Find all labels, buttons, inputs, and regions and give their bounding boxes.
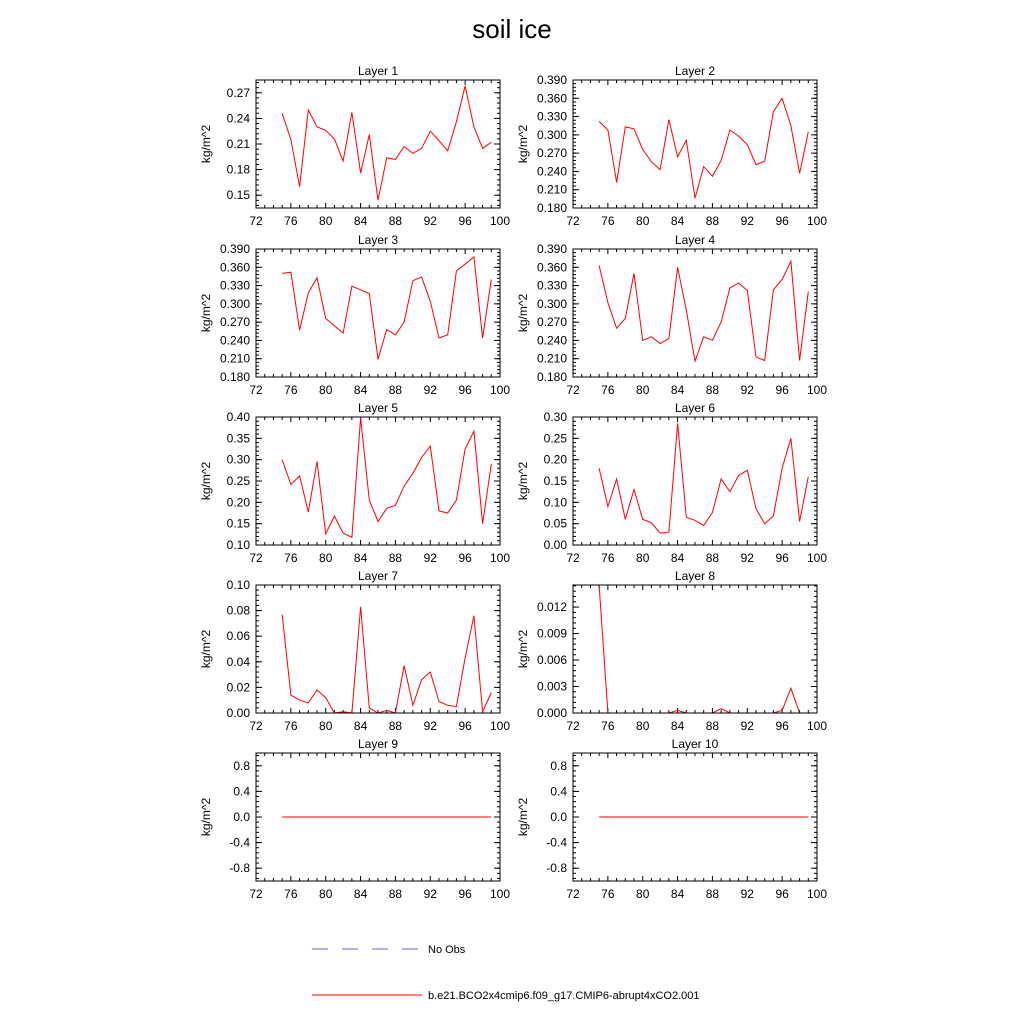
- x-tick-label: 80: [319, 551, 333, 565]
- y-axis-label: kg/m^2: [199, 629, 213, 669]
- y-tick-label: 0.000: [536, 706, 567, 720]
- x-tick-label: 96: [458, 551, 472, 565]
- x-tick-label: 88: [388, 719, 403, 733]
- panel-layer-10: [516, 737, 827, 901]
- y-axis-label: kg/m^2: [199, 124, 213, 164]
- x-tick-label: 80: [636, 551, 650, 565]
- x-tick-label: 96: [775, 383, 789, 397]
- y-tick-label: 0.300: [219, 296, 250, 311]
- x-tick-label: 72: [566, 719, 580, 733]
- x-tick-label: 92: [740, 887, 754, 901]
- plot-frame: [573, 80, 817, 208]
- y-tick-label: 0.390: [536, 242, 567, 256]
- x-tick-label: 84: [353, 551, 368, 565]
- y-tick-label: 0.300: [536, 127, 567, 142]
- y-tick-label: 0.8: [233, 758, 250, 773]
- panel-layer-5: [199, 401, 510, 565]
- x-tick-label: 100: [806, 719, 828, 733]
- x-tick-label: 88: [705, 551, 720, 565]
- y-tick-label: 0.360: [536, 260, 567, 275]
- x-tick-label: 80: [319, 719, 333, 733]
- y-tick-label: 0.300: [536, 296, 567, 311]
- panel-title: Layer 3: [357, 233, 399, 247]
- x-tick-label: 80: [319, 887, 333, 901]
- x-tick-label: 88: [705, 214, 720, 228]
- x-tick-label: 96: [458, 383, 472, 397]
- y-axis-label: kg/m^2: [199, 797, 213, 837]
- plot-frame: [256, 417, 500, 545]
- panel-title: Layer 8: [674, 569, 716, 583]
- y-tick-label: 0.270: [536, 315, 567, 330]
- series-line: [282, 418, 491, 537]
- x-tick-label: 84: [670, 887, 685, 901]
- y-tick-label: 0.0: [550, 810, 567, 824]
- y-tick-label: 0.20: [543, 452, 567, 467]
- y-tick-label: 0.15: [226, 516, 250, 531]
- x-tick-label: 96: [775, 214, 789, 228]
- x-tick-label: 80: [636, 214, 650, 228]
- x-tick-label: 72: [249, 383, 263, 397]
- y-axis-label: kg/m^2: [199, 293, 213, 333]
- panel-layer-8: [516, 569, 827, 733]
- y-tick-label: 0.270: [536, 146, 567, 161]
- y-tick-label: 0.40: [226, 410, 250, 424]
- x-tick-label: 72: [249, 719, 263, 733]
- y-tick-label: 0.24: [226, 111, 250, 126]
- y-tick-label: 0.06: [226, 629, 250, 644]
- x-tick-label: 92: [740, 551, 754, 565]
- x-tick-label: 80: [636, 719, 650, 733]
- y-tick-label: 0.25: [543, 431, 567, 446]
- y-tick-label: 0.210: [536, 351, 567, 366]
- x-tick-label: 76: [284, 719, 298, 733]
- legend-label: b.e21.BCO2x4cmip6.f09_g17.CMIP6-abrupt4xCO2.001: [428, 990, 700, 1002]
- x-tick-label: 76: [601, 887, 615, 901]
- series-line: [599, 261, 808, 361]
- y-tick-label: 0.00: [226, 706, 250, 720]
- x-tick-label: 76: [601, 551, 615, 565]
- x-tick-label: 92: [740, 383, 754, 397]
- x-tick-label: 76: [284, 383, 298, 397]
- x-tick-label: 92: [423, 551, 437, 565]
- x-tick-label: 88: [388, 383, 403, 397]
- plot-frame: [573, 417, 817, 545]
- plot-frame: [256, 80, 500, 208]
- y-tick-label: 0.20: [226, 495, 250, 510]
- plot-frame: [573, 249, 817, 377]
- y-tick-label: 0.18: [226, 162, 250, 177]
- x-tick-label: 72: [249, 551, 263, 565]
- y-tick-label: 0.330: [536, 278, 567, 293]
- y-tick-label: 0.270: [219, 315, 250, 330]
- y-tick-label: 0.27: [226, 85, 250, 100]
- x-tick-label: 92: [423, 887, 437, 901]
- y-tick-label: -0.4: [546, 835, 567, 850]
- y-tick-label: -0.8: [229, 861, 250, 876]
- x-tick-label: 84: [353, 383, 368, 397]
- panel-title: Layer 4: [674, 233, 716, 247]
- panel-title: Layer 6: [674, 401, 716, 415]
- y-tick-label: 0.009: [536, 626, 567, 641]
- x-tick-label: 92: [740, 719, 754, 733]
- x-tick-label: 76: [284, 551, 298, 565]
- x-tick-label: 96: [458, 719, 472, 733]
- y-tick-label: 0.003: [536, 679, 567, 694]
- y-tick-label: 0.180: [219, 370, 250, 384]
- x-tick-label: 84: [670, 383, 685, 397]
- y-tick-label: 0.30: [543, 410, 567, 424]
- y-axis-label: kg/m^2: [516, 797, 530, 837]
- panel-grid: [199, 64, 827, 901]
- x-tick-label: 100: [806, 887, 828, 901]
- x-tick-label: 76: [601, 214, 615, 228]
- x-tick-label: 88: [388, 551, 403, 565]
- x-tick-label: 100: [489, 887, 511, 901]
- x-tick-label: 92: [740, 214, 754, 228]
- series-line: [599, 585, 808, 713]
- legend-label: No Obs: [428, 944, 466, 956]
- x-tick-label: 92: [423, 214, 437, 228]
- y-tick-label: 0.180: [536, 201, 567, 215]
- series-line: [282, 86, 491, 200]
- x-tick-label: 96: [458, 887, 472, 901]
- x-tick-label: 84: [670, 719, 685, 733]
- x-tick-label: 80: [319, 214, 333, 228]
- y-tick-label: -0.8: [546, 861, 567, 876]
- x-tick-label: 100: [489, 719, 511, 733]
- chart-title: soil ice: [472, 14, 552, 44]
- y-tick-label: 0.360: [536, 91, 567, 106]
- x-tick-label: 72: [249, 887, 263, 901]
- x-tick-label: 76: [284, 887, 298, 901]
- y-tick-label: 0.35: [226, 431, 250, 446]
- panel-layer-9: [199, 737, 510, 901]
- legend: [312, 944, 700, 1002]
- x-tick-label: 76: [601, 383, 615, 397]
- y-tick-label: 0.00: [543, 538, 567, 552]
- x-tick-label: 72: [249, 214, 263, 228]
- y-tick-label: 0.012: [536, 600, 567, 615]
- panel-layer-6: [516, 401, 827, 565]
- x-tick-label: 80: [636, 887, 650, 901]
- x-tick-label: 88: [705, 719, 720, 733]
- y-tick-label: 0.240: [536, 164, 567, 179]
- y-tick-label: 0.10: [226, 538, 250, 552]
- x-tick-label: 88: [705, 383, 720, 397]
- y-tick-label: 0.180: [536, 370, 567, 384]
- y-tick-label: 0.8: [550, 758, 567, 773]
- plot-frame: [573, 585, 817, 713]
- panel-title: Layer 9: [357, 737, 399, 751]
- y-tick-label: 0.330: [536, 109, 567, 124]
- x-tick-label: 84: [353, 719, 368, 733]
- panel-title: Layer 10: [671, 737, 719, 751]
- y-tick-label: 0.15: [226, 188, 250, 203]
- x-tick-label: 72: [566, 551, 580, 565]
- panel-layer-4: [516, 233, 827, 397]
- x-tick-label: 92: [423, 719, 437, 733]
- y-tick-label: 0.30: [226, 452, 250, 467]
- series-line: [282, 607, 491, 713]
- x-tick-label: 76: [284, 214, 298, 228]
- x-tick-label: 100: [806, 383, 828, 397]
- panel-layer-3: [199, 233, 510, 397]
- x-tick-label: 96: [775, 551, 789, 565]
- y-tick-label: 0.4: [550, 784, 567, 799]
- panel-title: Layer 1: [357, 64, 399, 78]
- x-tick-label: 100: [489, 383, 511, 397]
- panel-title: Layer 5: [357, 401, 399, 415]
- x-tick-label: 100: [806, 214, 828, 228]
- x-tick-label: 100: [489, 551, 511, 565]
- panel-layer-2: [516, 64, 827, 228]
- panel-layer-1: [199, 64, 510, 228]
- x-tick-label: 96: [775, 719, 789, 733]
- x-tick-label: 76: [601, 719, 615, 733]
- y-axis-label: kg/m^2: [199, 461, 213, 501]
- panel-title: Layer 7: [357, 569, 399, 583]
- y-tick-label: -0.4: [229, 835, 250, 850]
- x-tick-label: 96: [775, 887, 789, 901]
- y-axis-label: kg/m^2: [516, 124, 530, 164]
- x-tick-label: 96: [458, 214, 472, 228]
- y-tick-label: 0.210: [219, 351, 250, 366]
- x-tick-label: 84: [670, 214, 685, 228]
- x-tick-label: 84: [353, 214, 368, 228]
- y-tick-label: 0.360: [219, 260, 250, 275]
- x-tick-label: 80: [636, 383, 650, 397]
- x-tick-label: 88: [388, 887, 403, 901]
- y-tick-label: 0.390: [536, 73, 567, 87]
- y-tick-label: 0.4: [233, 784, 250, 799]
- x-tick-label: 84: [353, 887, 368, 901]
- x-tick-label: 100: [806, 551, 828, 565]
- panel-title: Layer 2: [674, 64, 716, 78]
- x-tick-label: 88: [705, 887, 720, 901]
- y-tick-label: 0.330: [219, 278, 250, 293]
- series-line: [282, 257, 491, 359]
- series-line: [599, 423, 808, 533]
- y-tick-label: 0.08: [226, 603, 250, 618]
- y-tick-label: 0.25: [226, 474, 250, 488]
- y-tick-label: 0.210: [536, 182, 567, 197]
- plot-frame: [256, 585, 500, 713]
- y-tick-label: 0.02: [226, 680, 250, 695]
- y-tick-label: 0.05: [543, 516, 567, 531]
- x-tick-label: 80: [319, 383, 333, 397]
- x-tick-label: 72: [566, 383, 580, 397]
- x-tick-label: 72: [566, 214, 580, 228]
- y-tick-label: 0.006: [536, 653, 567, 668]
- y-axis-label: kg/m^2: [516, 461, 530, 501]
- x-tick-label: 84: [670, 551, 685, 565]
- y-axis-label: kg/m^2: [516, 293, 530, 333]
- y-tick-label: 0.10: [543, 495, 567, 510]
- y-tick-label: 0.390: [219, 242, 250, 256]
- x-tick-label: 92: [423, 383, 437, 397]
- y-tick-label: 0.240: [219, 333, 250, 348]
- panel-layer-7: [199, 569, 510, 733]
- x-tick-label: 88: [388, 214, 403, 228]
- y-tick-label: 0.04: [226, 654, 250, 669]
- x-tick-label: 72: [566, 887, 580, 901]
- y-tick-label: 0.10: [226, 578, 250, 592]
- y-tick-label: 0.0: [233, 810, 250, 824]
- x-tick-label: 100: [489, 214, 511, 228]
- y-axis-label: kg/m^2: [516, 629, 530, 669]
- y-tick-label: 0.15: [543, 474, 567, 488]
- series-line: [599, 98, 808, 198]
- y-tick-label: 0.21: [226, 137, 250, 151]
- y-tick-label: 0.240: [536, 333, 567, 348]
